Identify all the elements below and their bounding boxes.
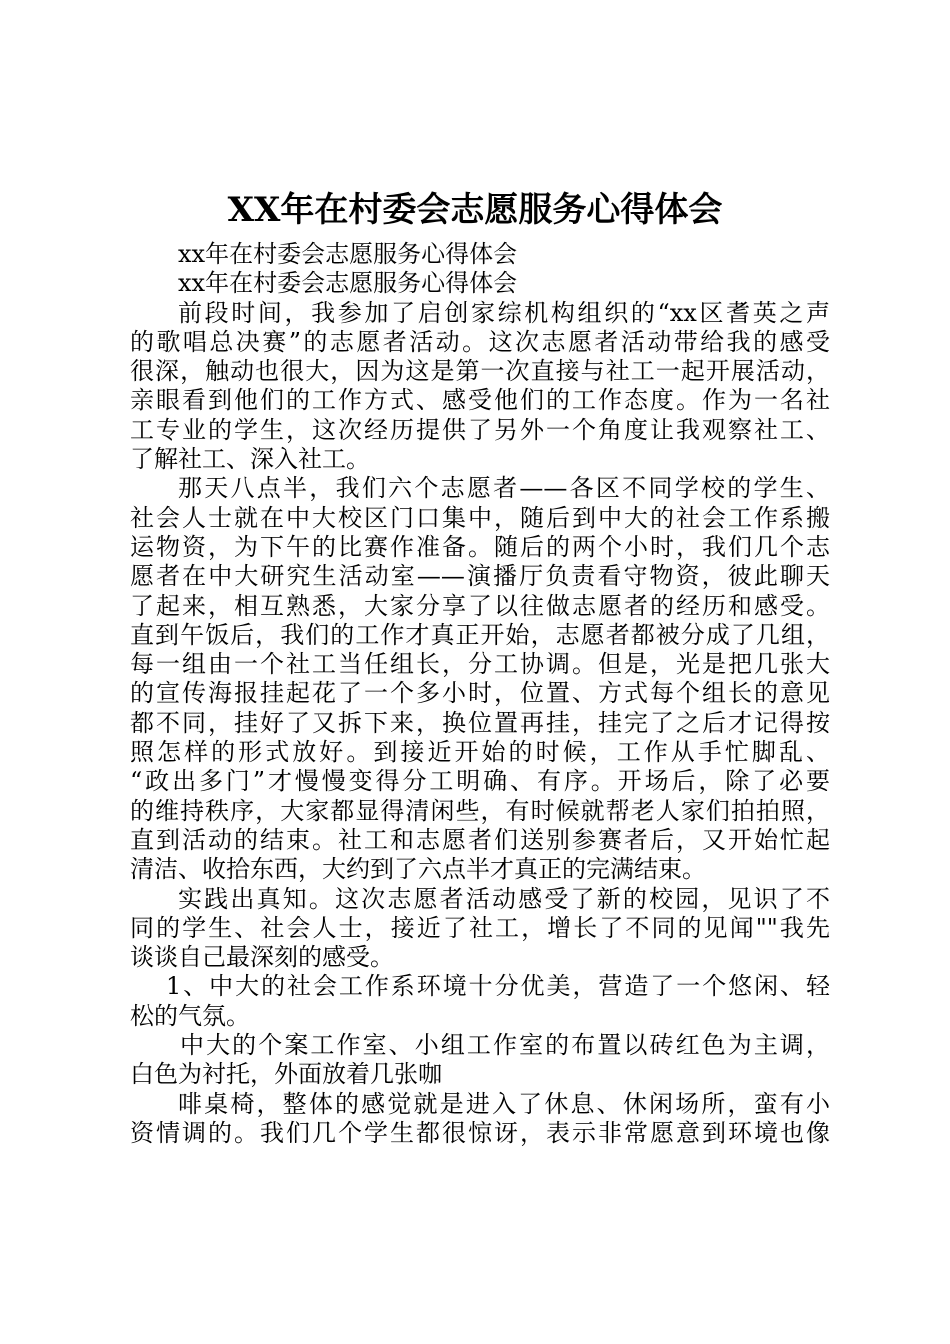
text-line: xx年在村委会志愿服务心得体会 xyxy=(178,240,518,268)
text-line: 的歌唱总决赛”的志愿者活动。这次志愿者活动带给我的感受 xyxy=(130,327,830,356)
document-title: XX年在村委会志愿服务心得体会 xyxy=(227,190,723,230)
text-line: 每一组由一个社工当任组长，分工协调。但是，光是把几张大 xyxy=(130,650,830,679)
text-line: 很深，触动也很大，因为这是第一次直接与社工一起开展活动， xyxy=(130,357,830,386)
text-line: 直到午饭后，我们的工作才真正开始，志愿者都被分成了几组， xyxy=(130,620,830,649)
text-line: 谈谈自己最深刻的感受。 xyxy=(130,943,394,972)
text-line: 了解社工、深入社工。 xyxy=(130,445,370,474)
text-line: 那天八点半，我们六个志愿者——各区不同学校的学生、 xyxy=(178,474,830,503)
text-line: 实践出真知。这次志愿者活动感受了新的校园，见识了不 xyxy=(178,884,830,913)
text-line: 同的学生、社会人士，接近了社工，增长了不同的见闻""我先 xyxy=(130,913,830,942)
text-line: 都不同，挂好了又拆下来，换位置再挂，挂完了之后才记得按 xyxy=(130,708,830,737)
text-line: 资情调的。我们几个学生都很惊讶，表示非常愿意到环境也像 xyxy=(130,1118,830,1147)
text-line: 运物资，为下午的比赛作准备。随后的两个小时，我们几个志 xyxy=(130,532,830,561)
text-line: 前段时间，我参加了启创家综机构组织的“xx区耆英之声 xyxy=(178,298,830,327)
text-line: 松的气氛。 xyxy=(130,1001,250,1030)
text-line: 1、中大的社会工作系环境十分优美，营造了一个悠闲、轻 xyxy=(166,972,830,1001)
text-line: 白色为衬托，外面放着几张咖 xyxy=(130,1060,442,1089)
text-line: 社会人士就在中大校区门口集中，随后到中大的社会工作系搬 xyxy=(130,503,830,532)
text-line: 了起来，相互熟悉，大家分享了以往做志愿者的经历和感受。 xyxy=(130,591,830,620)
text-line: 亲眼看到他们的工作方式、感受他们的工作态度。作为一名社 xyxy=(130,386,830,415)
text-line: xx年在村委会志愿服务心得体会 xyxy=(178,269,518,298)
text-line: 照怎样的形式放好。到接近开始的时候，工作从手忙脚乱、 xyxy=(130,738,830,767)
text-line: 工专业的学生，这次经历提供了另外一个角度让我观察社工、 xyxy=(130,415,830,444)
text-line: 的宣传海报挂起花了一个多小时，位置、方式每个组长的意见 xyxy=(130,679,830,708)
text-line: 直到活动的结束。社工和志愿者们送别参赛者后，又开始忙起 xyxy=(130,825,830,854)
text-line: 愿者在中大研究生活动室——演播厅负责看守物资，彼此聊天 xyxy=(130,562,830,591)
document-body xyxy=(130,240,830,1148)
text-line: 中大的个案工作室、小组工作室的布置以砖红色为主调， xyxy=(180,1031,830,1060)
text-line: “政出多门”才慢慢变得分工明确、有序。开场后，除了必要 xyxy=(130,767,830,796)
text-line: 清洁、收拾东西，大约到了六点半才真正的完满结束。 xyxy=(130,855,706,884)
text-line: 的维持秩序，大家都显得清闲些，有时候就帮老人家们拍拍照， xyxy=(130,796,830,825)
text-line: 啡桌椅，整体的感觉就是进入了休息、休闲场所，蛮有小 xyxy=(178,1089,830,1118)
